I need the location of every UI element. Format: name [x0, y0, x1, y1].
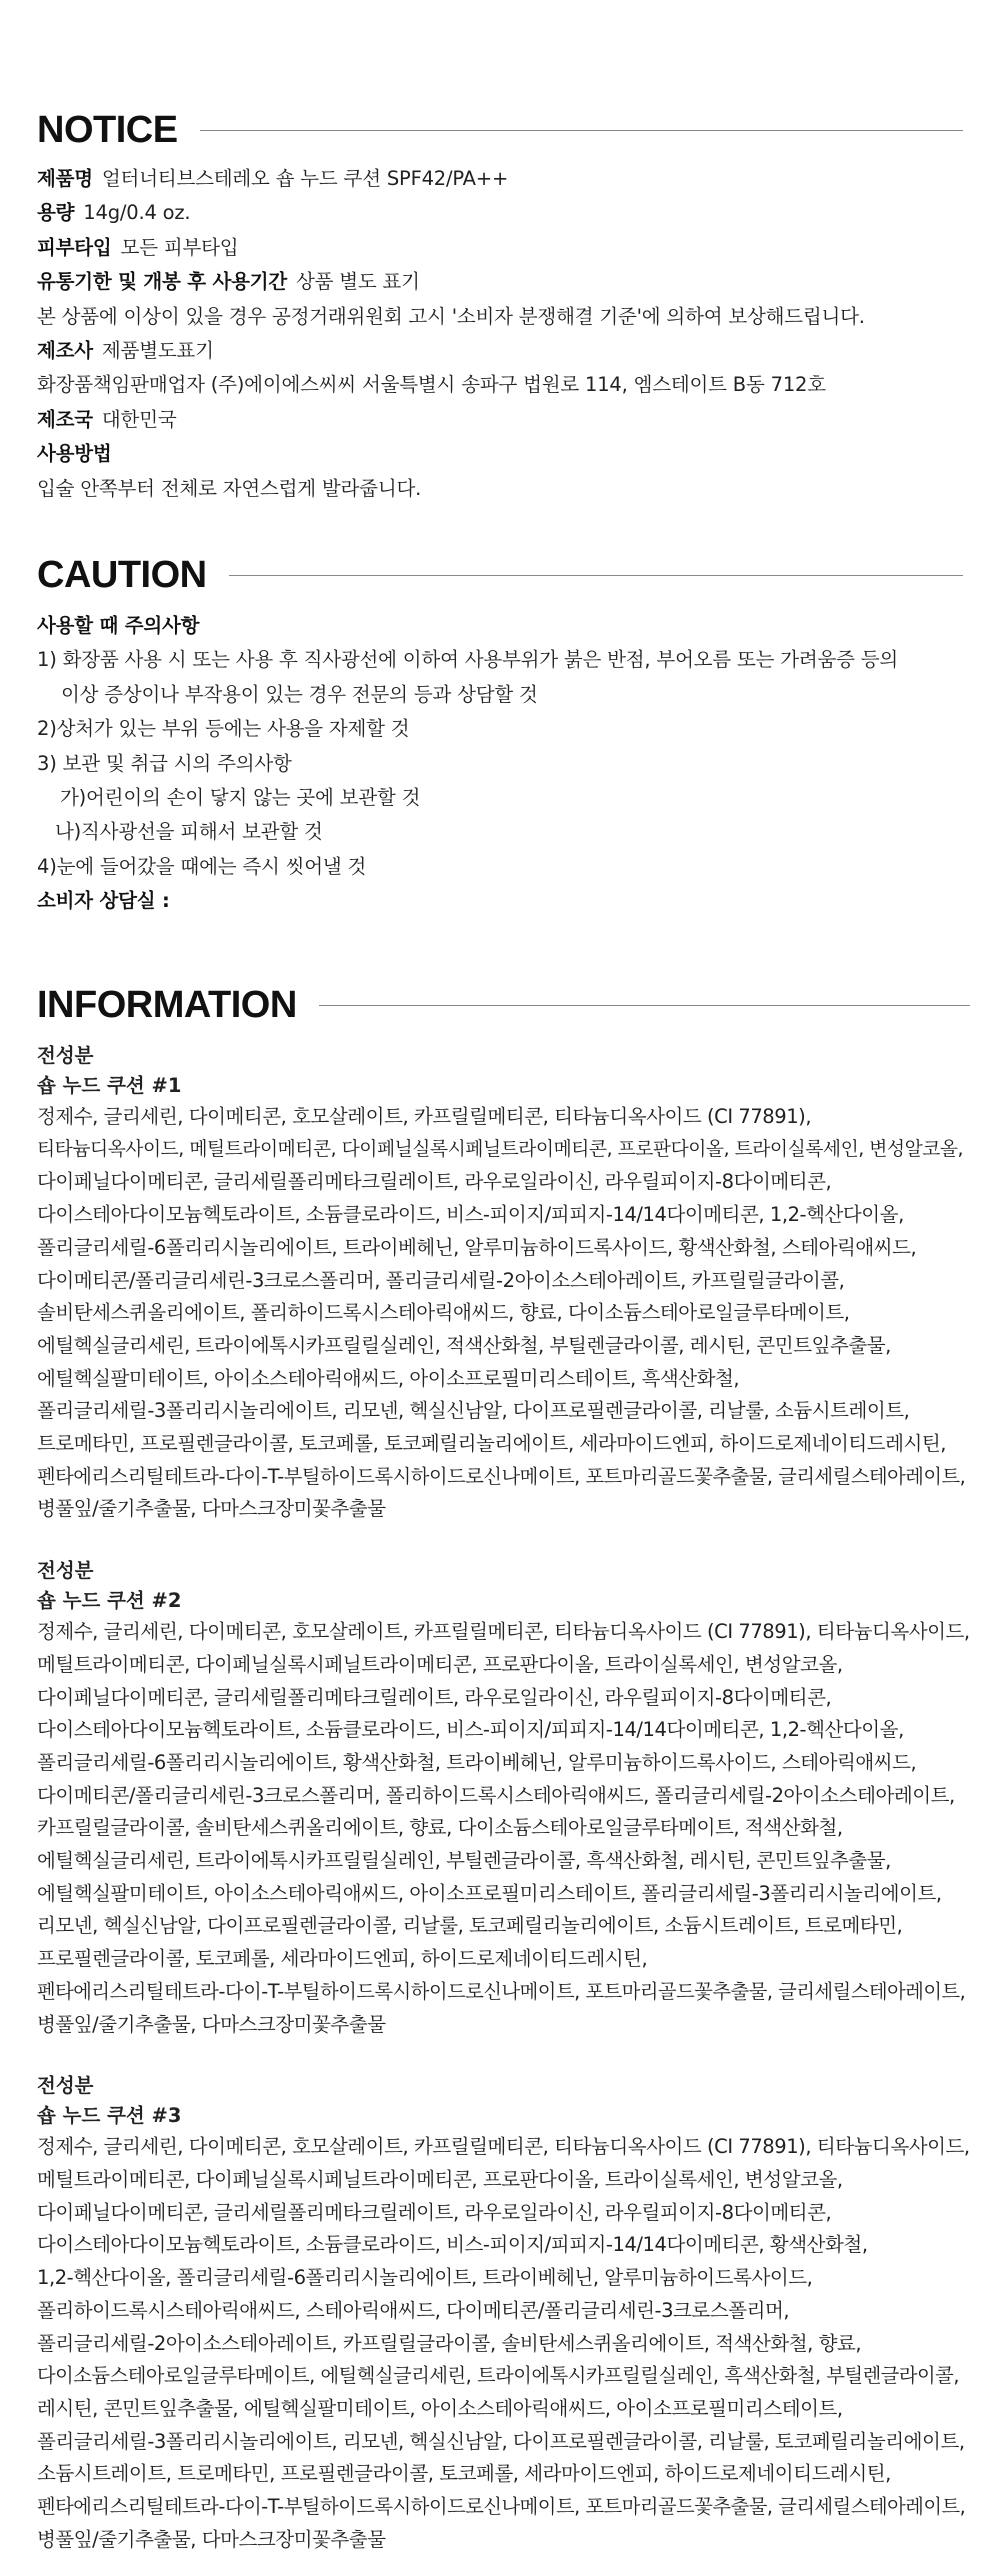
ingredient-block: [37, 2071, 970, 2556]
ingredient-line: 1,2-헥산다이올, 폴리글리세릴-6폴리리시놀리에이트, 트라이베헤닌, 알루미늄하이드록사이드,: [37, 2266, 813, 2290]
ingredient-line: 에틸헥실팔미테이트, 아이소스테아릭애씨드, 아이소프로필미리스테이트, 흑색산화철,: [37, 1366, 740, 1390]
ingredient-line: 폴리하이드록시스테아릭애씨드, 스테아릭애씨드, 다이메티콘/폴리글리세린-3크로스폴리머,: [37, 2298, 790, 2322]
ingredient-line: 다이페닐다이메티콘, 글리세릴폴리메타크릴레이트, 라우로일라이신, 라우릴피이지-8다이메티콘,: [37, 1685, 832, 1709]
notice-label: 유통기한 및 개봉 후 사용기간: [37, 270, 287, 294]
caution-title: CAUTION: [37, 553, 207, 596]
notice-value: 14g/0.4 oz.: [83, 201, 191, 225]
ingredient-line: 다이스테아다이모늄헥토라이트, 소듐클로라이드, 비스-피이지/피피지-14/14다이메티콘, 황색산화철,: [37, 2233, 868, 2257]
notice-row-country: [37, 403, 963, 437]
ingredient-line: 다이메티콘/폴리글리세린-3크로스폴리머, 폴리하이드록시스테아릭애씨드, 폴리글리세릴-2아이소스테아레이트,: [37, 1783, 955, 1807]
ingredient-line: 카프릴릴글라이콜, 솔비탄세스퀴올리에이트, 향료, 다이소듐스테아로일글루타메이트, 적색산화철,: [37, 1816, 843, 1840]
ingredient-line: 메틸트라이메티콘, 다이페닐실록시페닐트라이메티콘, 프로판다이올, 트라이실록세인, 변성알코올,: [37, 1652, 843, 1676]
ingredient-line: 에틸헥실글리세린, 트라이에톡시카프릴릴실레인, 부틸렌글라이콜, 흑색산화철, 레시틴, 콘민트잎추출물,: [37, 1849, 891, 1873]
notice-value: 대한민국: [101, 407, 177, 431]
notice-title: NOTICE: [37, 108, 178, 151]
notice-row-usage: [37, 437, 963, 471]
caution-line: 나)직사광선을 피해서 보관할 것: [55, 820, 323, 844]
ingredient-line: 정제수, 글리세린, 다이메티콘, 호모살레이트, 카프릴릴메티콘, 티타늄디옥사이드 (CI 77891), 티타늄디옥사이드,: [37, 1620, 970, 1644]
notice-value: 모든 피부타입: [120, 235, 239, 259]
caution-header: [37, 553, 963, 597]
information-header: [37, 983, 970, 1027]
ingredient-line: 펜타에리스리틸테트라-다이-T-부틸하이드록시하이드로신나메이트, 포트마리골드꽃추출물, 글리세릴스테아레이트,: [37, 2495, 966, 2519]
notice-label: 제조국: [37, 407, 93, 431]
ingredient-line: 다이스테아다이모늄헥토라이트, 소듐클로라이드, 비스-피이지/피피지-14/14다이메티콘, 1,2-헥산다이올,: [37, 1203, 904, 1227]
notice-divider: [200, 130, 963, 131]
notice-row-manufacturer: [37, 334, 963, 368]
ingredient-line: 다이메티콘/폴리글리세린-3크로스폴리머, 폴리글리세릴-2아이소스테아레이트, 카프릴릴글라이콜,: [37, 1268, 845, 1292]
ingredient-line: 에틸헥실글리세린, 트라이에톡시카프릴릴실레인, 적색산화철, 부틸렌글라이콜, 레시틴, 콘민트잎추출물,: [37, 1333, 891, 1357]
information-section: [37, 983, 970, 2556]
notice-header: [37, 108, 963, 152]
caution-line: 2)상처가 있는 부위 등에는 사용을 자제할 것: [37, 717, 410, 741]
ingredient-heading: 전성분: [37, 2074, 94, 2098]
ingredient-line: 솔비탄세스퀴올리에이트, 폴리하이드록시스테아릭애씨드, 향료, 다이소듐스테아로일글루타메이트,: [37, 1301, 850, 1325]
notice-label: 사용방법: [37, 442, 112, 466]
ingredient-heading: 전성분: [37, 1559, 94, 1583]
notice-value: 화장품책임판매업자 (주)에이에스씨씨 서울특별시 송파구 법원로 114, 엠스테이트 B동 712호: [37, 373, 826, 397]
notice-row-volume: [37, 196, 963, 230]
caution-section: [37, 553, 963, 919]
ingredient-line: 폴리글리세릴-2아이소스테아레이트, 카프릴릴글라이콜, 솔비탄세스퀴올리에이트, 적색산화철, 향료,: [37, 2331, 862, 2355]
information-divider: [319, 1005, 970, 1006]
ingredient-product-name: 숍 누드 쿠션 #3: [37, 2104, 182, 2128]
ingredient-line: 폴리글리세릴-6폴리리시놀리에이트, 황색산화철, 트라이베헤닌, 알루미늄하이드록사이드, 스테아릭애씨드,: [37, 1750, 917, 1774]
ingredient-line: 병풀잎/줄기추출물, 다마스크장미꽃추출물: [37, 2527, 386, 2551]
caution-body: [37, 609, 963, 919]
notice-value: 입술 안쪽부터 전체로 자연스럽게 발라줍니다.: [37, 476, 422, 500]
ingredient-product-name: 숍 누드 쿠션 #2: [37, 1589, 182, 1613]
ingredient-line: 소듐시트레이트, 트로메타민, 프로필렌글라이콜, 토코페롤, 세라마이드엔피, 하이드로제네이티드레시틴,: [37, 2462, 891, 2486]
ingredient-block: [37, 1041, 970, 1526]
ingredient-line: 레시틴, 콘민트잎추출물, 에틸헥실팔미테이트, 아이소스테아릭애씨드, 아이소프로필미리스테이트,: [37, 2396, 843, 2420]
caution-line: 3) 보관 및 취급 시의 주의사항: [37, 751, 292, 775]
notice-row-distributor: [37, 368, 963, 402]
notice-label: 제품명: [37, 167, 93, 190]
ingredient-line: 리모넨, 헥실신남알, 다이프로필렌글라이콜, 리날룰, 토코페릴리놀리에이트, 소듐시트레이트, 트로메타민,: [37, 1914, 903, 1938]
ingredient-line: 트로메타민, 프로필렌글라이콜, 토코페롤, 토코페릴리놀리에이트, 세라마이드엔피, 하이드로제네이티드레시틴,: [37, 1432, 947, 1456]
ingredient-line: 에틸헥실팔미테이트, 아이소스테아릭애씨드, 아이소프로필미리스테이트, 폴리글리세릴-3폴리리시놀리에이트,: [37, 1881, 942, 1905]
notice-section: [37, 108, 963, 506]
ingredient-line: 다이소듐스테아로일글루타메이트, 에틸헥실글리세린, 트라이에톡시카프릴릴실레인, 흑색산화철, 부틸렌글라이콜,: [37, 2364, 960, 2388]
caution-line: 가)어린이의 손이 닿지 않는 곳에 보관할 것: [60, 786, 421, 810]
notice-rows: [37, 162, 963, 506]
caution-line: 4)눈에 들어갔을 때에는 즉시 씻어낼 것: [37, 854, 367, 878]
notice-value: 상품 별도 표기: [296, 270, 420, 294]
notice-row-expiry: [37, 265, 963, 299]
ingredient-line: 병풀잎/줄기추출물, 다마스크장미꽃추출물: [37, 2012, 386, 2036]
ingredient-line: 정제수, 글리세린, 다이메티콘, 호모살레이트, 카프릴릴메티콘, 티타늄디옥사이드 (CI 77891),: [37, 1105, 812, 1128]
ingredient-line: 병풀잎/줄기추출물, 다마스크장미꽃추출물: [37, 1497, 386, 1521]
notice-label: 피부타입: [37, 235, 112, 259]
ingredient-heading: 전성분: [37, 1044, 94, 1067]
ingredient-line: 폴리글리세릴-6폴리리시놀리에이트, 트라이베헤닌, 알루미늄하이드록사이드, 황색산화철, 스테아릭애씨드,: [37, 1235, 917, 1259]
caution-divider: [229, 575, 963, 576]
ingredient-line: 폴리글리세릴-3폴리리시놀리에이트, 리모넨, 헥실신남알, 다이프로필렌글라이콜, 리날룰, 소듐시트레이트,: [37, 1399, 910, 1423]
ingredient-blocks: [37, 1041, 970, 2556]
ingredient-line: 다이페닐다이메티콘, 글리세릴폴리메타크릴레이트, 라우로일라이신, 라우릴피이지-8다이메티콘,: [37, 2200, 832, 2224]
notice-row-compensation: [37, 300, 963, 334]
ingredient-line: 펜타에리스리틸테트라-다이-T-부틸하이드록시하이드로신나메이트, 포트마리골드꽃추출물, 글리세릴스테아레이트,: [37, 1464, 966, 1488]
ingredient-line: 펜타에리스리틸테트라-다이-T-부틸하이드록시하이드로신나메이트, 포트마리골드꽃추출물, 글리세릴스테아레이트,: [37, 1979, 966, 2003]
notice-row-product-name: [37, 162, 963, 196]
ingredient-line: 다이스테아다이모늄헥토라이트, 소듐클로라이드, 비스-피이지/피피지-14/14다이메티콘, 1,2-헥산다이올,: [37, 1718, 904, 1742]
consumer-center-label: 소비자 상담실 :: [37, 889, 170, 913]
ingredient-product-name: 숍 누드 쿠션 #1: [37, 1074, 182, 1097]
ingredient-line: 메틸트라이메티콘, 다이페닐실록시페닐트라이메티콘, 프로판다이올, 트라이실록세인, 변성알코올,: [37, 2167, 843, 2191]
ingredient-line: 티타늄디옥사이드, 메틸트라이메티콘, 다이페닐실록시페닐트라이메티콘, 프로판다이올, 트라이실록세인, 변성알코올,: [37, 1138, 964, 1160]
notice-label: 제조사: [37, 339, 93, 363]
ingredient-line: 프로필렌글라이콜, 토코페롤, 세라마이드엔피, 하이드로제네이티드레시틴,: [37, 1947, 648, 1971]
ingredient-line: 다이페닐다이메티콘, 글리세릴폴리메타크릴레이트, 라우로일라이신, 라우릴피이지-8다이메티콘,: [37, 1170, 832, 1194]
caution-line: 이상 증상이나 부작용이 있는 경우 전문의 등과 상담할 것: [61, 682, 538, 706]
notice-value: 얼터너티브스테레오 숍 누드 쿠션 SPF42/PA++: [101, 167, 509, 190]
caution-heading: 사용할 때 주의사항: [37, 614, 200, 637]
notice-value: 본 상품에 이상이 있을 경우 공정거래위원회 고시 '소비자 분쟁해결 기준'에 의하여 보상해드립니다.: [37, 304, 865, 328]
notice-label: 용량: [37, 201, 75, 225]
ingredient-line: 폴리글리세릴-3폴리리시놀리에이트, 리모넨, 헥실신남알, 다이프로필렌글라이콜, 리날룰, 토코페릴리놀리에이트,: [37, 2429, 965, 2453]
ingredient-block: [37, 1556, 970, 2041]
notice-row-skin-type: [37, 231, 963, 265]
information-title: INFORMATION: [37, 983, 297, 1026]
notice-row-usage-text: [37, 472, 963, 506]
ingredient-line: 정제수, 글리세린, 다이메티콘, 호모살레이트, 카프릴릴메티콘, 티타늄디옥사이드 (CI 77891), 티타늄디옥사이드,: [37, 2135, 970, 2159]
caution-line: 1) 화장품 사용 시 또는 사용 후 직사광선에 이하여 사용부위가 붉은 반점, 부어오름 또는 가려움증 등의: [37, 648, 899, 672]
notice-value: 제품별도표기: [101, 339, 214, 363]
